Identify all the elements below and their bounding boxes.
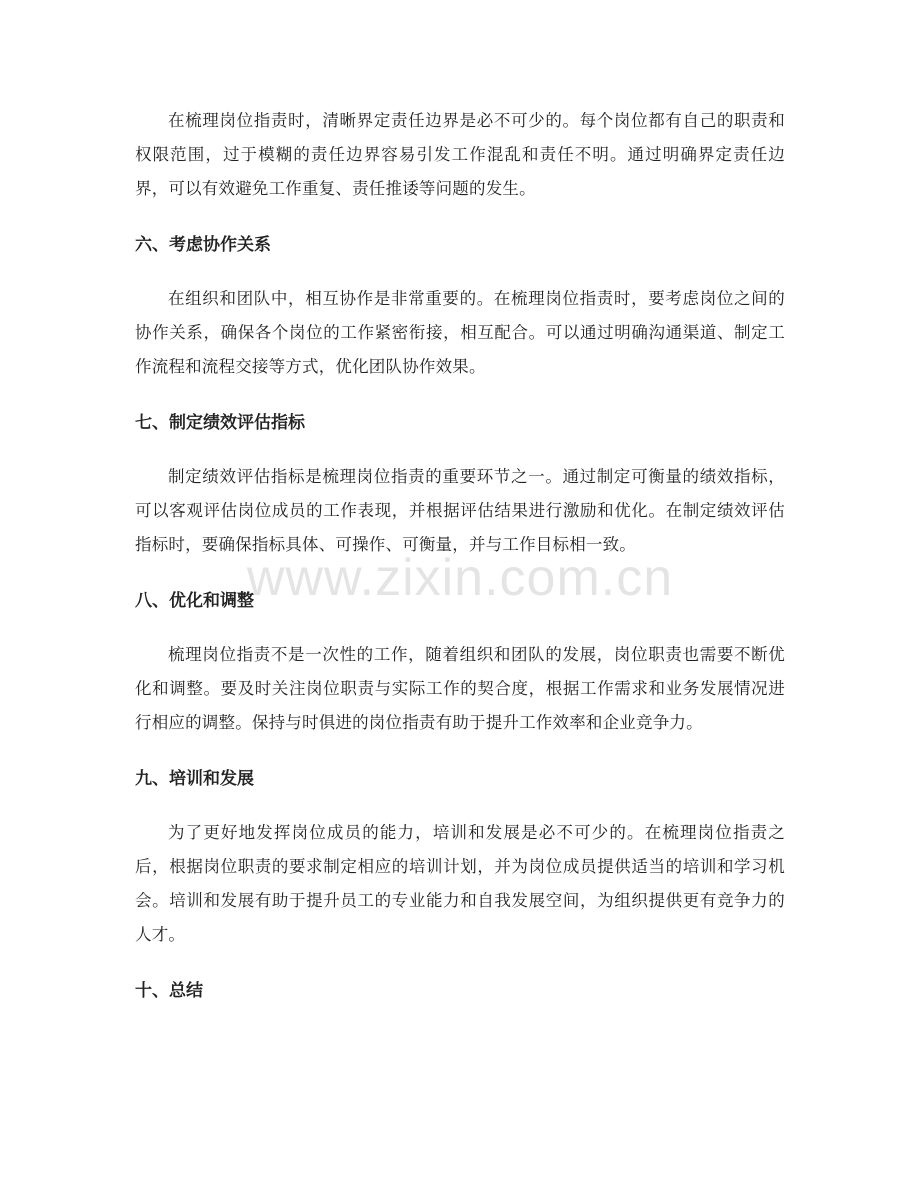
paragraph-collaboration: 在组织和团队中，相互协作是非常重要的。在梳理岗位指责时，要考虑岗位之间的协作关系，确保各个岗位的工作紧密衔接，相互配合。可以通过明确沟通渠道、制定工作流程和流程交接等方式，优化团队协作效果。 [135,289,785,376]
document-body [135,104,785,1008]
heading-summary: 十、总结 [135,981,203,1001]
heading-performance-metrics: 七、制定绩效评估指标 [135,413,305,433]
paragraph-training: 为了更好地发挥岗位成员的能力，培训和发展是必不可少的。在梳理岗位指责之后，根据岗位职责的要求制定相应的培训计划，并为岗位成员提供适当的培训和学习机会。培训和发展有助于提升员工的专业能力和自我发展空间，为组织提供更有竞争力的人才。 [135,823,785,944]
paragraph-performance-metrics: 制定绩效评估指标是梳理岗位指责的重要环节之一。通过制定可衡量的绩效指标，可以客观评估岗位成员的工作表现，并根据评估结果进行激励和优化。在制定绩效评估指标时，要确保指标具体、可操作、可衡量，并与工作目标相一致。 [135,467,785,554]
heading-optimization: 八、优化和调整 [135,591,254,611]
paragraph-optimization: 梳理岗位指责不是一次性的工作，随着组织和团队的发展，岗位职责也需要不断优化和调整。要及时关注岗位职责与实际工作的契合度，根据工作需求和业务发展情况进行相应的调整。保持与时俱进的岗位指责有助于提升工作效率和企业竞争力。 [135,645,785,732]
heading-collaboration: 六、考虑协作关系 [135,235,271,255]
heading-training: 九、培训和发展 [135,769,254,789]
paragraph-responsibility-boundary: 在梳理岗位指责时，清晰界定责任边界是必不可少的。每个岗位都有自己的职责和权限范围，过于模糊的责任边界容易引发工作混乱和责任不明。通过明确界定责任边界，可以有效避免工作重复、责任推诿等问题的发生。 [135,111,785,198]
watermark-text: www.zixin.com.cn [246,549,674,607]
